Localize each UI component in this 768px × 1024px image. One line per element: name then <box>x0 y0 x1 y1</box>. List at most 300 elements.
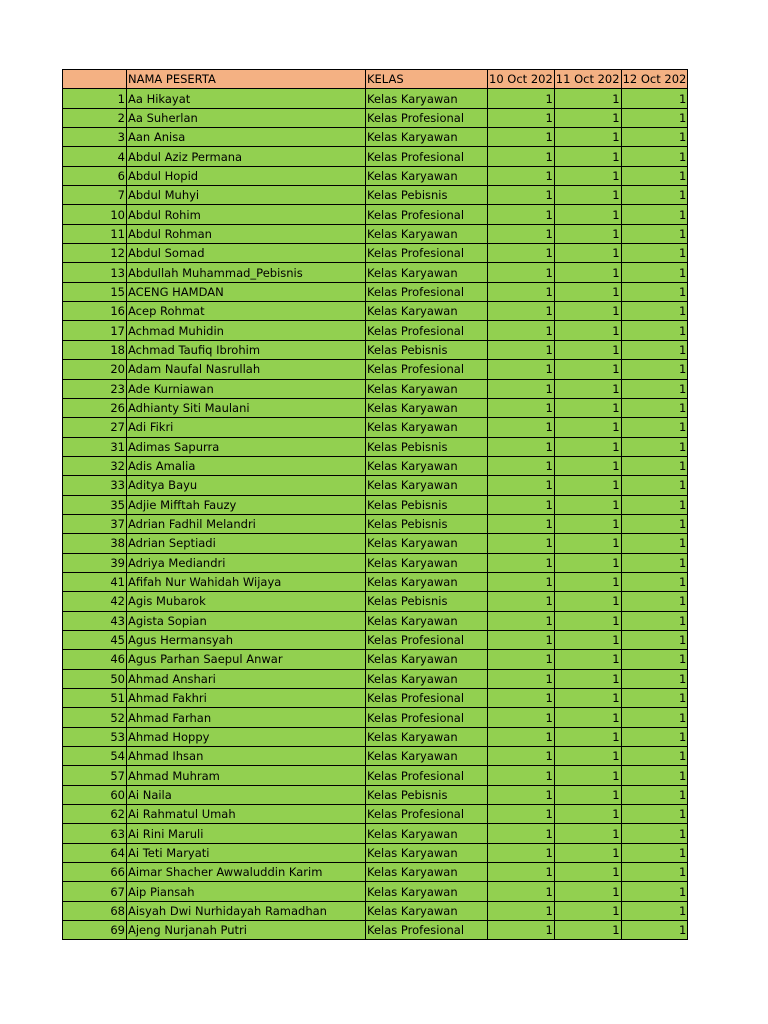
cell-date-10-oct[interactable]: 1 <box>488 456 555 475</box>
cell-date-10-oct[interactable]: 1 <box>488 921 555 940</box>
table-row <box>63 921 688 940</box>
cell-date-10-oct[interactable]: 1 <box>488 882 555 901</box>
cell-row-number[interactable]: 57 <box>63 766 127 785</box>
cell-row-number[interactable]: 50 <box>63 669 127 688</box>
cell-date-12-oct[interactable]: 1 <box>621 650 688 669</box>
cell-date-11-oct[interactable]: 1 <box>554 302 621 321</box>
table-row <box>63 476 688 495</box>
cell-participant-name[interactable]: Achmad Taufiq Ibrohim <box>127 340 366 359</box>
table-row <box>63 669 688 688</box>
cell-participant-name[interactable]: Ai Rini Maruli <box>127 824 366 843</box>
cell-date-11-oct[interactable]: 1 <box>554 534 621 553</box>
cell-participant-name[interactable]: Abdul Rohman <box>127 224 366 243</box>
cell-date-11-oct[interactable]: 1 <box>554 379 621 398</box>
cell-class[interactable]: Kelas Profesional <box>366 689 488 708</box>
cell-date-11-oct[interactable]: 1 <box>554 747 621 766</box>
table-row <box>63 901 688 920</box>
cell-row-number[interactable]: 41 <box>63 572 127 591</box>
cell-date-11-oct[interactable]: 1 <box>554 398 621 417</box>
cell-class[interactable]: Kelas Karyawan <box>366 456 488 475</box>
cell-participant-name[interactable]: Ahmad Fakhri <box>127 689 366 708</box>
cell-participant-name[interactable]: Abdul Somad <box>127 244 366 263</box>
table-row <box>63 263 688 282</box>
cell-row-number[interactable]: 17 <box>63 321 127 340</box>
cell-row-number[interactable]: 15 <box>63 282 127 301</box>
cell-date-11-oct[interactable]: 1 <box>554 843 621 862</box>
cell-date-12-oct[interactable]: 1 <box>621 456 688 475</box>
table-row <box>63 824 688 843</box>
cell-date-11-oct[interactable]: 1 <box>554 553 621 572</box>
cell-date-10-oct[interactable]: 1 <box>488 650 555 669</box>
cell-participant-name[interactable]: ACENG HAMDAN <box>127 282 366 301</box>
cell-row-number[interactable]: 6 <box>63 166 127 185</box>
cell-date-10-oct[interactable]: 1 <box>488 785 555 804</box>
cell-date-12-oct[interactable]: 1 <box>621 611 688 630</box>
cell-participant-name[interactable]: Agus Parhan Saepul Anwar <box>127 650 366 669</box>
cell-class[interactable]: Kelas Pebisnis <box>366 495 488 514</box>
cell-date-10-oct[interactable]: 1 <box>488 572 555 591</box>
cell-date-11-oct[interactable]: 1 <box>554 921 621 940</box>
cell-row-number[interactable]: 64 <box>63 843 127 862</box>
cell-date-11-oct[interactable]: 1 <box>554 785 621 804</box>
cell-date-12-oct[interactable]: 1 <box>621 379 688 398</box>
cell-class[interactable]: Kelas Profesional <box>366 805 488 824</box>
cell-participant-name[interactable]: Agus Hermansyah <box>127 630 366 649</box>
cell-class[interactable]: Kelas Profesional <box>366 921 488 940</box>
cell-date-11-oct[interactable]: 1 <box>554 340 621 359</box>
table-row <box>63 805 688 824</box>
cell-class[interactable]: Kelas Pebisnis <box>366 514 488 533</box>
table-row <box>63 514 688 533</box>
table-row <box>63 727 688 746</box>
cell-date-10-oct[interactable]: 1 <box>488 727 555 746</box>
cell-date-10-oct[interactable]: 1 <box>488 708 555 727</box>
cell-date-12-oct[interactable]: 1 <box>621 921 688 940</box>
table-row <box>63 650 688 669</box>
cell-date-10-oct[interactable]: 1 <box>488 205 555 224</box>
cell-date-12-oct[interactable]: 1 <box>621 592 688 611</box>
cell-row-number[interactable]: 33 <box>63 476 127 495</box>
cell-row-number[interactable]: 20 <box>63 360 127 379</box>
cell-date-10-oct[interactable]: 1 <box>488 630 555 649</box>
cell-participant-name[interactable]: Adrian Septiadi <box>127 534 366 553</box>
cell-class[interactable]: Kelas Karyawan <box>366 669 488 688</box>
cell-participant-name[interactable]: Adimas Sapurra <box>127 437 366 456</box>
cell-row-number[interactable]: 16 <box>63 302 127 321</box>
cell-row-number[interactable]: 13 <box>63 263 127 282</box>
cell-class[interactable]: Kelas Karyawan <box>366 224 488 243</box>
cell-date-12-oct[interactable]: 1 <box>621 882 688 901</box>
table-row <box>63 785 688 804</box>
table-row <box>63 592 688 611</box>
table-row <box>63 437 688 456</box>
cell-row-number[interactable]: 23 <box>63 379 127 398</box>
cell-class[interactable]: Kelas Profesional <box>366 360 488 379</box>
cell-date-12-oct[interactable]: 1 <box>621 282 688 301</box>
table-row <box>63 205 688 224</box>
cell-row-number[interactable]: 63 <box>63 824 127 843</box>
cell-class[interactable]: Kelas Karyawan <box>366 727 488 746</box>
cell-class[interactable]: Kelas Pebisnis <box>366 340 488 359</box>
cell-date-11-oct[interactable]: 1 <box>554 166 621 185</box>
cell-row-number[interactable]: 37 <box>63 514 127 533</box>
cell-date-10-oct[interactable]: 1 <box>488 108 555 127</box>
cell-class[interactable]: Kelas Karyawan <box>366 534 488 553</box>
table-row <box>63 147 688 166</box>
table-row <box>63 495 688 514</box>
cell-date-10-oct[interactable]: 1 <box>488 321 555 340</box>
cell-class[interactable]: Kelas Karyawan <box>366 882 488 901</box>
cell-participant-name[interactable]: Ahmad Anshari <box>127 669 366 688</box>
cell-row-number[interactable]: 10 <box>63 205 127 224</box>
cell-class[interactable]: Kelas Profesional <box>366 321 488 340</box>
cell-date-11-oct[interactable]: 1 <box>554 572 621 591</box>
cell-date-11-oct[interactable]: 1 <box>554 495 621 514</box>
cell-date-10-oct[interactable]: 1 <box>488 689 555 708</box>
cell-participant-name[interactable]: Afifah Nur Wahidah Wijaya <box>127 572 366 591</box>
cell-date-11-oct[interactable]: 1 <box>554 592 621 611</box>
cell-participant-name[interactable]: Aan Anisa <box>127 128 366 147</box>
cell-date-11-oct[interactable]: 1 <box>554 630 621 649</box>
cell-row-number[interactable]: 2 <box>63 108 127 127</box>
cell-class[interactable]: Kelas Karyawan <box>366 747 488 766</box>
cell-class[interactable]: Kelas Profesional <box>366 205 488 224</box>
cell-participant-name[interactable]: Ahmad Ihsan <box>127 747 366 766</box>
cell-date-10-oct[interactable]: 1 <box>488 901 555 920</box>
cell-date-10-oct[interactable]: 1 <box>488 89 555 108</box>
cell-class[interactable]: Kelas Profesional <box>366 108 488 127</box>
cell-participant-name[interactable]: Aditya Bayu <box>127 476 366 495</box>
cell-row-number[interactable]: 11 <box>63 224 127 243</box>
cell-date-11-oct[interactable]: 1 <box>554 418 621 437</box>
cell-date-11-oct[interactable]: 1 <box>554 437 621 456</box>
cell-date-12-oct[interactable]: 1 <box>621 785 688 804</box>
cell-row-number[interactable]: 42 <box>63 592 127 611</box>
cell-date-12-oct[interactable]: 1 <box>621 689 688 708</box>
cell-class[interactable]: Kelas Karyawan <box>366 843 488 862</box>
cell-date-11-oct[interactable]: 1 <box>554 186 621 205</box>
cell-participant-name[interactable]: Ahmad Muhram <box>127 766 366 785</box>
cell-participant-name[interactable]: Adam Naufal Nasrullah <box>127 360 366 379</box>
cell-date-12-oct[interactable]: 1 <box>621 340 688 359</box>
cell-date-12-oct[interactable]: 1 <box>621 321 688 340</box>
cell-participant-name[interactable]: Aimar Shacher Awwaluddin Karim <box>127 863 366 882</box>
cell-row-number[interactable]: 27 <box>63 418 127 437</box>
cell-class[interactable]: Kelas Pebisnis <box>366 592 488 611</box>
header-cell-row-number[interactable] <box>63 70 127 89</box>
header-cell-class[interactable]: KELAS <box>366 70 488 89</box>
cell-participant-name[interactable]: Abdul Aziz Permana <box>127 147 366 166</box>
cell-date-12-oct[interactable]: 1 <box>621 824 688 843</box>
cell-date-10-oct[interactable]: 1 <box>488 495 555 514</box>
cell-class[interactable]: Kelas Karyawan <box>366 302 488 321</box>
cell-class[interactable]: Kelas Profesional <box>366 147 488 166</box>
cell-date-11-oct[interactable]: 1 <box>554 901 621 920</box>
cell-participant-name[interactable]: Agista Sopian <box>127 611 366 630</box>
cell-date-10-oct[interactable]: 1 <box>488 244 555 263</box>
cell-row-number[interactable]: 3 <box>63 128 127 147</box>
cell-date-12-oct[interactable]: 1 <box>621 186 688 205</box>
table-row <box>63 244 688 263</box>
cell-date-12-oct[interactable]: 1 <box>621 398 688 417</box>
cell-date-10-oct[interactable]: 1 <box>488 302 555 321</box>
table-row <box>63 360 688 379</box>
cell-row-number[interactable]: 54 <box>63 747 127 766</box>
cell-date-12-oct[interactable]: 1 <box>621 514 688 533</box>
cell-date-11-oct[interactable]: 1 <box>554 476 621 495</box>
cell-date-11-oct[interactable]: 1 <box>554 708 621 727</box>
cell-date-10-oct[interactable]: 1 <box>488 669 555 688</box>
cell-date-11-oct[interactable]: 1 <box>554 689 621 708</box>
cell-class[interactable]: Kelas Karyawan <box>366 572 488 591</box>
cell-participant-name[interactable]: Abdullah Muhammad_Pebisnis <box>127 263 366 282</box>
cell-class[interactable]: Kelas Profesional <box>366 766 488 785</box>
cell-date-11-oct[interactable]: 1 <box>554 669 621 688</box>
table-row <box>63 398 688 417</box>
cell-date-12-oct[interactable]: 1 <box>621 476 688 495</box>
cell-date-10-oct[interactable]: 1 <box>488 553 555 572</box>
cell-date-12-oct[interactable]: 1 <box>621 534 688 553</box>
cell-date-12-oct[interactable]: 1 <box>621 128 688 147</box>
cell-date-11-oct[interactable]: 1 <box>554 147 621 166</box>
cell-date-12-oct[interactable]: 1 <box>621 553 688 572</box>
cell-date-10-oct[interactable]: 1 <box>488 282 555 301</box>
cell-date-12-oct[interactable]: 1 <box>621 727 688 746</box>
cell-row-number[interactable]: 1 <box>63 89 127 108</box>
cell-date-10-oct[interactable]: 1 <box>488 147 555 166</box>
cell-date-10-oct[interactable]: 1 <box>488 476 555 495</box>
cell-class[interactable]: Kelas Profesional <box>366 630 488 649</box>
cell-class[interactable]: Kelas Karyawan <box>366 128 488 147</box>
cell-row-number[interactable]: 62 <box>63 805 127 824</box>
cell-date-10-oct[interactable]: 1 <box>488 418 555 437</box>
cell-date-11-oct[interactable]: 1 <box>554 263 621 282</box>
cell-class[interactable]: Kelas Profesional <box>366 282 488 301</box>
cell-date-10-oct[interactable]: 1 <box>488 824 555 843</box>
cell-date-12-oct[interactable]: 1 <box>621 572 688 591</box>
cell-participant-name[interactable]: Ai Rahmatul Umah <box>127 805 366 824</box>
cell-date-10-oct[interactable]: 1 <box>488 186 555 205</box>
cell-date-11-oct[interactable]: 1 <box>554 224 621 243</box>
cell-date-11-oct[interactable]: 1 <box>554 727 621 746</box>
table-row <box>63 689 688 708</box>
cell-date-12-oct[interactable]: 1 <box>621 766 688 785</box>
header-cell-date-10-oct[interactable]: 10 Oct 202 <box>488 70 555 89</box>
cell-date-11-oct[interactable]: 1 <box>554 128 621 147</box>
cell-class[interactable]: Kelas Karyawan <box>366 863 488 882</box>
cell-row-number[interactable]: 38 <box>63 534 127 553</box>
cell-participant-name[interactable]: Abdul Muhyi <box>127 186 366 205</box>
cell-participant-name[interactable]: Adhianty Siti Maulani <box>127 398 366 417</box>
cell-participant-name[interactable]: Abdul Rohim <box>127 205 366 224</box>
cell-date-12-oct[interactable]: 1 <box>621 901 688 920</box>
cell-participant-name[interactable]: Agis Mubarok <box>127 592 366 611</box>
cell-class[interactable]: Kelas Karyawan <box>366 379 488 398</box>
header-cell-date-12-oct[interactable]: 12 Oct 202 <box>621 70 688 89</box>
cell-class[interactable]: Kelas Karyawan <box>366 476 488 495</box>
cell-participant-name[interactable]: Adjie Mifftah Fauzy <box>127 495 366 514</box>
cell-date-11-oct[interactable]: 1 <box>554 282 621 301</box>
cell-class[interactable]: Kelas Pebisnis <box>366 437 488 456</box>
cell-date-10-oct[interactable]: 1 <box>488 360 555 379</box>
cell-class[interactable]: Kelas Profesional <box>366 244 488 263</box>
cell-date-12-oct[interactable]: 1 <box>621 747 688 766</box>
cell-date-12-oct[interactable]: 1 <box>621 244 688 263</box>
cell-row-number[interactable]: 4 <box>63 147 127 166</box>
table-row <box>63 766 688 785</box>
cell-date-12-oct[interactable]: 1 <box>621 147 688 166</box>
cell-participant-name[interactable]: Ahmad Hoppy <box>127 727 366 746</box>
cell-date-10-oct[interactable]: 1 <box>488 128 555 147</box>
cell-date-12-oct[interactable]: 1 <box>621 418 688 437</box>
cell-class[interactable]: Kelas Karyawan <box>366 398 488 417</box>
cell-class[interactable]: Kelas Karyawan <box>366 650 488 669</box>
cell-date-10-oct[interactable]: 1 <box>488 863 555 882</box>
cell-date-11-oct[interactable]: 1 <box>554 108 621 127</box>
cell-date-12-oct[interactable]: 1 <box>621 843 688 862</box>
cell-date-11-oct[interactable]: 1 <box>554 650 621 669</box>
cell-row-number[interactable]: 43 <box>63 611 127 630</box>
cell-class[interactable]: Kelas Pebisnis <box>366 785 488 804</box>
cell-row-number[interactable]: 7 <box>63 186 127 205</box>
cell-participant-name[interactable]: Adriya Mediandri <box>127 553 366 572</box>
cell-row-number[interactable]: 46 <box>63 650 127 669</box>
cell-date-12-oct[interactable]: 1 <box>621 166 688 185</box>
cell-date-11-oct[interactable]: 1 <box>554 882 621 901</box>
cell-date-11-oct[interactable]: 1 <box>554 766 621 785</box>
cell-class[interactable]: Kelas Profesional <box>366 708 488 727</box>
cell-participant-name[interactable]: Abdul Hopid <box>127 166 366 185</box>
cell-class[interactable]: Kelas Karyawan <box>366 263 488 282</box>
cell-date-12-oct[interactable]: 1 <box>621 89 688 108</box>
cell-participant-name[interactable]: Adrian Fadhil Melandri <box>127 514 366 533</box>
header-cell-date-11-oct[interactable]: 11 Oct 202 <box>554 70 621 89</box>
cell-date-12-oct[interactable]: 1 <box>621 108 688 127</box>
cell-participant-name[interactable]: Achmad Muhidin <box>127 321 366 340</box>
cell-row-number[interactable]: 52 <box>63 708 127 727</box>
cell-class[interactable]: Kelas Karyawan <box>366 553 488 572</box>
cell-date-11-oct[interactable]: 1 <box>554 863 621 882</box>
cell-row-number[interactable]: 31 <box>63 437 127 456</box>
cell-date-10-oct[interactable]: 1 <box>488 611 555 630</box>
table-row <box>63 534 688 553</box>
cell-date-12-oct[interactable]: 1 <box>621 805 688 824</box>
table-row <box>63 882 688 901</box>
table-row <box>63 282 688 301</box>
table-row <box>63 553 688 572</box>
cell-participant-name[interactable]: Ahmad Farhan <box>127 708 366 727</box>
cell-date-10-oct[interactable]: 1 <box>488 398 555 417</box>
cell-date-12-oct[interactable]: 1 <box>621 437 688 456</box>
cell-class[interactable]: Kelas Karyawan <box>366 901 488 920</box>
cell-participant-name[interactable]: Ajeng Nurjanah Putri <box>127 921 366 940</box>
cell-date-10-oct[interactable]: 1 <box>488 437 555 456</box>
cell-date-12-oct[interactable]: 1 <box>621 708 688 727</box>
cell-row-number[interactable]: 69 <box>63 921 127 940</box>
cell-participant-name[interactable]: Aip Piansah <box>127 882 366 901</box>
cell-date-11-oct[interactable]: 1 <box>554 514 621 533</box>
cell-date-10-oct[interactable]: 1 <box>488 534 555 553</box>
cell-date-10-oct[interactable]: 1 <box>488 263 555 282</box>
cell-participant-name[interactable]: Ade Kurniawan <box>127 379 366 398</box>
cell-participant-name[interactable]: Aa Hikayat <box>127 89 366 108</box>
cell-participant-name[interactable]: Aisyah Dwi Nurhidayah Ramadhan <box>127 901 366 920</box>
cell-participant-name[interactable]: Aa Suherlan <box>127 108 366 127</box>
cell-date-12-oct[interactable]: 1 <box>621 302 688 321</box>
table-row <box>63 166 688 185</box>
cell-date-11-oct[interactable]: 1 <box>554 360 621 379</box>
cell-row-number[interactable]: 12 <box>63 244 127 263</box>
cell-date-11-oct[interactable]: 1 <box>554 244 621 263</box>
cell-participant-name[interactable]: Adi Fikri <box>127 418 366 437</box>
cell-date-10-oct[interactable]: 1 <box>488 166 555 185</box>
cell-date-10-oct[interactable]: 1 <box>488 379 555 398</box>
cell-class[interactable]: Kelas Karyawan <box>366 611 488 630</box>
cell-row-number[interactable]: 68 <box>63 901 127 920</box>
cell-date-11-oct[interactable]: 1 <box>554 89 621 108</box>
cell-date-11-oct[interactable]: 1 <box>554 456 621 475</box>
cell-row-number[interactable]: 35 <box>63 495 127 514</box>
cell-date-11-oct[interactable]: 1 <box>554 805 621 824</box>
cell-date-11-oct[interactable]: 1 <box>554 824 621 843</box>
table-row <box>63 379 688 398</box>
cell-participant-name[interactable]: Adis Amalia <box>127 456 366 475</box>
cell-date-12-oct[interactable]: 1 <box>621 630 688 649</box>
cell-row-number[interactable]: 45 <box>63 630 127 649</box>
cell-class[interactable]: Kelas Karyawan <box>366 89 488 108</box>
cell-class[interactable]: Kelas Pebisnis <box>366 186 488 205</box>
table-row <box>63 89 688 108</box>
cell-row-number[interactable]: 66 <box>63 863 127 882</box>
cell-date-12-oct[interactable]: 1 <box>621 360 688 379</box>
cell-date-12-oct[interactable]: 1 <box>621 495 688 514</box>
cell-class[interactable]: Kelas Karyawan <box>366 166 488 185</box>
cell-row-number[interactable]: 26 <box>63 398 127 417</box>
cell-date-12-oct[interactable]: 1 <box>621 263 688 282</box>
cell-date-10-oct[interactable]: 1 <box>488 766 555 785</box>
cell-row-number[interactable]: 39 <box>63 553 127 572</box>
cell-date-10-oct[interactable]: 1 <box>488 592 555 611</box>
cell-participant-name[interactable]: Ai Naila <box>127 785 366 804</box>
cell-row-number[interactable]: 51 <box>63 689 127 708</box>
cell-date-10-oct[interactable]: 1 <box>488 224 555 243</box>
cell-date-12-oct[interactable]: 1 <box>621 205 688 224</box>
cell-date-10-oct[interactable]: 1 <box>488 805 555 824</box>
cell-date-12-oct[interactable]: 1 <box>621 669 688 688</box>
cell-date-11-oct[interactable]: 1 <box>554 611 621 630</box>
cell-class[interactable]: Kelas Karyawan <box>366 824 488 843</box>
cell-date-11-oct[interactable]: 1 <box>554 205 621 224</box>
cell-date-10-oct[interactable]: 1 <box>488 340 555 359</box>
cell-row-number[interactable]: 18 <box>63 340 127 359</box>
header-cell-participant-name[interactable]: NAMA PESERTA <box>127 70 366 89</box>
cell-date-11-oct[interactable]: 1 <box>554 321 621 340</box>
cell-participant-name[interactable]: Ai Teti Maryati <box>127 843 366 862</box>
cell-row-number[interactable]: 60 <box>63 785 127 804</box>
cell-date-12-oct[interactable]: 1 <box>621 863 688 882</box>
cell-date-10-oct[interactable]: 1 <box>488 747 555 766</box>
cell-date-10-oct[interactable]: 1 <box>488 843 555 862</box>
cell-row-number[interactable]: 53 <box>63 727 127 746</box>
cell-date-12-oct[interactable]: 1 <box>621 224 688 243</box>
table-row <box>63 186 688 205</box>
cell-row-number[interactable]: 67 <box>63 882 127 901</box>
cell-participant-name[interactable]: Acep Rohmat <box>127 302 366 321</box>
cell-date-10-oct[interactable]: 1 <box>488 514 555 533</box>
cell-class[interactable]: Kelas Karyawan <box>366 418 488 437</box>
table-row <box>63 302 688 321</box>
cell-row-number[interactable]: 32 <box>63 456 127 475</box>
